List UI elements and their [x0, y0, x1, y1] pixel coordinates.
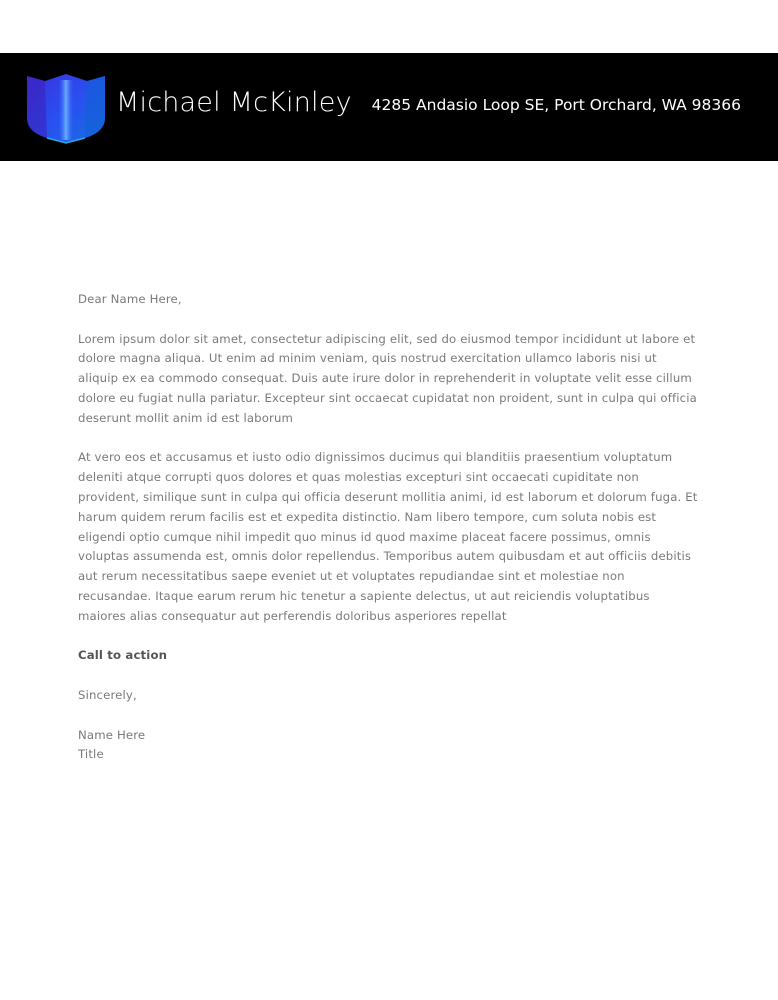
sender-address: 4285 Andasio Loop SE, Port Orchard, WA 98366: [371, 96, 741, 114]
closing: Sincerely,: [78, 687, 137, 702]
call-to-action: Call to action: [78, 648, 168, 663]
letter-body: [78, 290, 700, 765]
body-paragraph-2: At vero eos et accusamus et iusto odio dignissimos ducimus qui blanditiis praesentium voluptatum deleniti atque corrupti quos dolores et quas molestias excepturi sint occaecati cupiditate non provident, similique sunt in culpa qui officia deserunt mollitia animi, id est laborum et dolorum fuga. Et harum quidem rerum facilis est et expedita distinctio. Nam libero tempore, cum soluta nobis est eligendi optio cumque nihil impedit quo minus id quod maxime placeat facere possimus, omnis voluptas assumenda est, omnis dolor repellendus. Temporibus autem quibusdam et aut officiis debitis aut rerum necessitatibus saepe eveniet ut et voluptates repudiandae sint et molestiae non recusandae. Itaque earum rerum hic tenetur a sapiente delectus, ut aut reiciendis voluptatibus maiores alias consequatur aut perferendis doloribus asperiores repellat: [78, 450, 698, 623]
salutation: Dear Name Here,: [78, 292, 182, 306]
body-paragraph-1: Lorem ipsum dolor sit amet, consectetur adipiscing elit, sed do eiusmod tempor incididunt ut labore et dolore magna aliqua. Ut enim ad minim veniam, quis nostrud exercitation ullamco laboris nisi ut aliquip ex ea commodo consequat. Duis aute irure dolor in reprehenderit in voluptate velit esse cillum dolore eu fugiat nulla pariatur. Excepteur sint occaecat cupidatat non proident, sunt in culpa qui officia deserunt mollit anim id est laborum: [78, 331, 697, 425]
letterhead-header: [0, 53, 778, 161]
signature-name: Name Here: [78, 727, 146, 742]
signature-title: Title: [78, 747, 104, 762]
sender-name: Michael McKinley: [116, 87, 352, 118]
shield-logo-icon: [25, 72, 107, 144]
